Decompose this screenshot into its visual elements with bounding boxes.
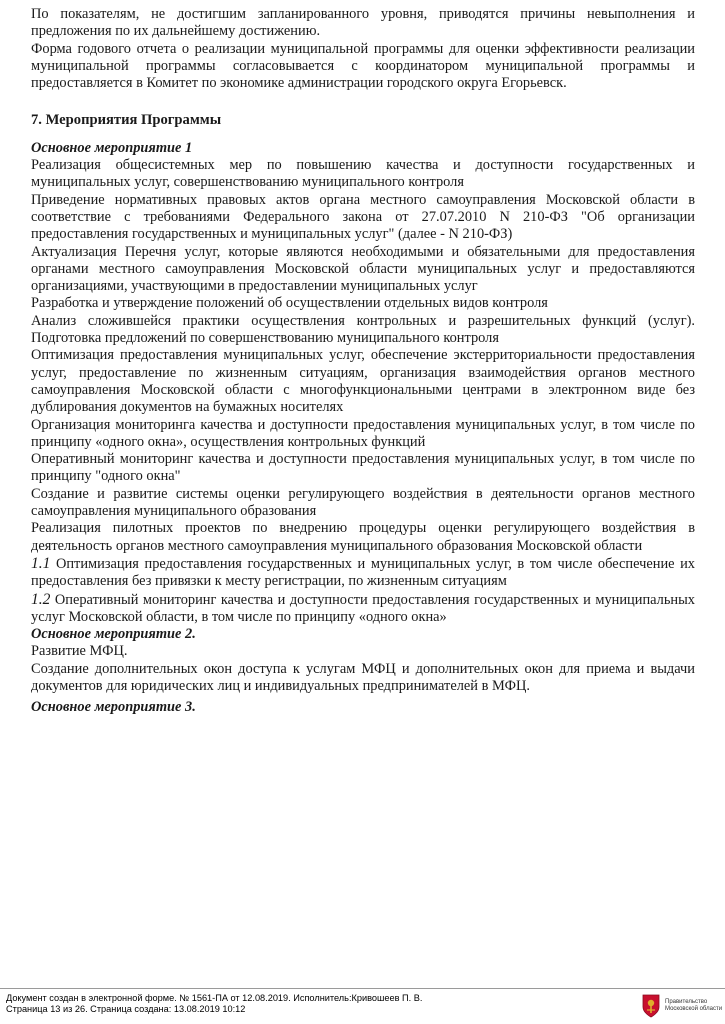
- event1-paragraph: Оптимизация предоставления муниципальных услуг, обеспечение экстерриториальности предоставления услуг, предоставление по жизненным ситуациям, организация взаимодействия органов местного самоуправления Московской области с многофункциональными центрами в электронном виде без дублирования документов на бумажных носителях: [31, 347, 695, 416]
- event1-paragraph: Организация мониторинга качества и доступности предоставления муниципальных услуг, в том числе по принципу «одного окна», осуществления контрольных функций: [31, 416, 695, 450]
- government-logo-line1: Правительство: [665, 999, 708, 1005]
- event2-paragraph: Создание дополнительных окон доступа к услугам МФЦ и дополнительных окон для приема и выдачи документов для юридических лиц и индивидуальных предпринимателей в МФЦ.: [31, 660, 695, 694]
- government-logo-text: [665, 999, 722, 1013]
- item-1-1: [31, 555, 695, 591]
- event1-paragraph: Оперативный мониторинг качества и доступности предоставления муниципальных услуг, в том числе по принципу "одного окна": [31, 451, 695, 485]
- event1-paragraph: Актуализация Перечня услуг, которые являются необходимыми и обязательными для предоставления органами местного самоуправления Московской области муниципальных услуг и предоставляются организациями, участвующими в предоставлении муниципальных услуг: [31, 243, 695, 295]
- event1-paragraph: Реализация общесистемных мер по повышению качества и доступности государственных и муниципальных услуг, совершенствованию муниципального контроля: [31, 157, 695, 191]
- government-logo-line2: Московской области: [665, 1006, 723, 1012]
- document-body: [31, 6, 695, 717]
- event1-paragraph: Анализ сложившейся практики осуществления контрольных и разрешительных функций (услуг). Подготовка предложений по совершенствованию муниципального контроля: [31, 312, 695, 347]
- footer: [6, 993, 606, 1015]
- item-1-2: [31, 591, 695, 627]
- footer-page-info: Страница 13 из 26. Страница создана: 13.08.2019 10:12: [6, 1004, 246, 1014]
- event1-paragraph: Реализация пилотных проектов по внедрению процедуры оценки регулирующего воздействия в деятельность органов местного самоуправления муниципального образования Московской области: [31, 520, 695, 554]
- main-event-2-title: Основное мероприятие 2.: [31, 626, 196, 643]
- item-1-2-text: Оперативный мониторинг качества и доступности предоставления государственных и муниципальных услуг Московской области, в том числе по принципу «одного окна»: [31, 591, 695, 625]
- section-title: 7. Мероприятия Программы: [31, 112, 222, 129]
- event1-paragraph: Разработка и утверждение положений об осуществлении отдельных видов контроля: [31, 295, 548, 312]
- footer-divider: [0, 988, 725, 989]
- emblem-icon: [641, 994, 661, 1018]
- event1-paragraph: Приведение нормативных правовых актов органа местного самоуправления Московской области в соответствие с требованиями Федерального закона от 27.07.2010 N 210-ФЗ "Об организации предоставления государственных и муниципальных услуг" (далее - N 210-ФЗ): [31, 191, 695, 243]
- event1-paragraph: Создание и развитие системы оценки регулирующего воздействия в деятельности органов местного самоуправления муниципального образования: [31, 485, 695, 520]
- government-logo: [641, 993, 725, 1019]
- intro-paragraph-1: По показателям, не достигшим запланированного уровня, приводятся причины невыполнения и предложения по их дальнейшему достижению.: [31, 6, 695, 40]
- item-1-2-number: 1.2: [31, 590, 51, 608]
- main-event-3-title: Основное мероприятие 3.: [31, 699, 196, 716]
- item-1-1-number: 1.1: [31, 554, 51, 572]
- intro-paragraph-2: Форма годового отчета о реализации муниципальной программы для оценки эффективности реализации муниципальной программы согласовывается с координатором муниципальной программы и предоставляется в Комитет по экономике администрации городского округа Егорьевск.: [31, 40, 695, 92]
- footer-document-info: Документ создан в электронной форме. № 1561-ПА от 12.08.2019. Исполнитель:Кривошеев П. В.: [6, 993, 423, 1003]
- main-event-1-title: Основное мероприятие 1: [31, 139, 193, 156]
- event2-paragraph: Развитие МФЦ.: [31, 643, 128, 660]
- item-1-1-text: Оптимизация предоставления государственных и муниципальных услуг, в том числе обеспечение их предоставления без привязки к месту регистрации, по жизненным ситуациям: [31, 555, 695, 590]
